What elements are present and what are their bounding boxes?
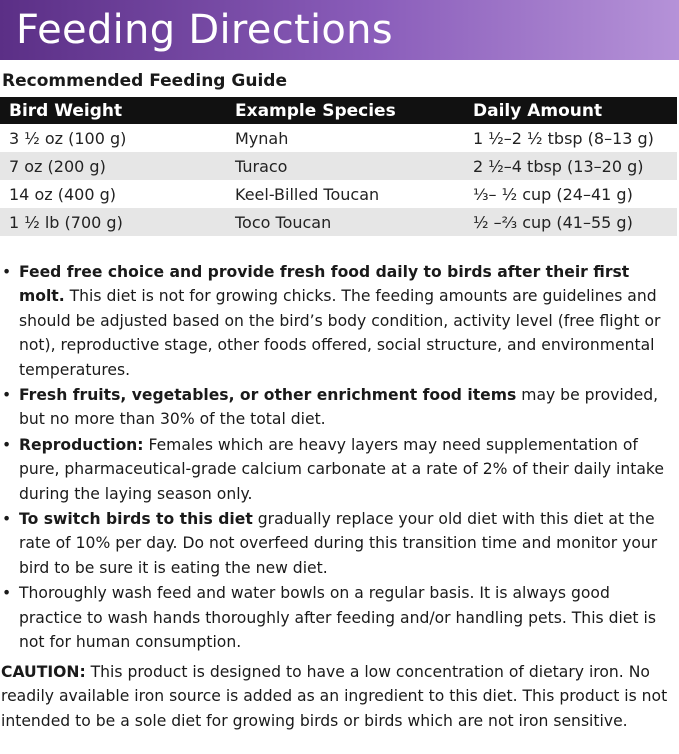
species-cell: Toco Toucan (226, 208, 464, 236)
column-header-example-species: Example Species (226, 97, 464, 124)
daily-amount-cell: ½ –⅔ cup (41–55 g) (464, 208, 677, 236)
bird-weight-cell: 14 oz (400 g) (9, 184, 116, 204)
bird-weight-cell: 7 oz (200 g) (0, 152, 226, 180)
list-item (2, 507, 672, 580)
feeding-directions-list (2, 260, 672, 656)
table-row (0, 180, 677, 208)
direction-emphasis: Reproduction: (19, 435, 144, 454)
column-header-bird-weight: Bird Weight (0, 97, 226, 124)
caution-notice (1, 660, 675, 733)
list-item (2, 260, 672, 382)
caution-label: CAUTION: (1, 663, 86, 681)
bullet-icon: • (2, 263, 12, 281)
direction-text: This diet is not for growing chicks. The feeding amounts are guidelines and should be adjusted based on the bird’s body condition, activity level (free flight or not), reproductive stage, other foods offered, social structure, and environmental temperatures. (19, 287, 661, 379)
bullet-icon: • (2, 435, 12, 454)
direction-emphasis: Feed free choice and provide fresh food daily to birds after their first molt. (19, 263, 630, 306)
direction-text: may be provided, but no more than 30% of the total diet. (19, 386, 659, 429)
direction-emphasis: To switch birds to this diet (19, 510, 253, 529)
table-header-row (0, 97, 677, 124)
direction-text: Thoroughly wash feed and water bowls on a regular basis. It is always good practice to wash hands thoroughly after feeding and/or handling pets. This diet is not for human consumption. (19, 584, 656, 652)
list-item (2, 433, 672, 506)
list-item (2, 581, 672, 654)
species-cell: Keel-Billed Toucan (235, 184, 380, 204)
daily-amount-cell: ⅓– ½ cup (24–41 g) (473, 184, 633, 204)
bird-weight-cell: 1 ½ lb (700 g) (0, 208, 226, 236)
bullet-icon: • (2, 584, 12, 603)
daily-amount-cell: 2 ½–4 tbsp (13–20 g) (464, 152, 677, 180)
table-row (0, 124, 677, 152)
caution-text: This product is designed to have a low concentration of dietary iron. No readily available iron source is added as an ingredient to this diet. This product is not intended to be a sole diet for growing birds or birds which are not iron sensitive. (1, 663, 668, 730)
feeding-guide-table (0, 97, 677, 236)
feeding-guide-heading: Recommended Feeding Guide (2, 71, 287, 91)
direction-text: Females which are heavy layers may need supplementation of pure, pharmaceutical-grade calcium carbonate at a rate of 2% of their daily intake during the laying season only. (19, 435, 664, 503)
table-row (0, 208, 677, 236)
species-cell: Mynah (235, 128, 289, 148)
species-cell: Turaco (226, 152, 464, 180)
direction-text: gradually replace your old diet with this diet at the rate of 10% per day. Do not overfeed during this transition time and monitor your bird to be sure it is eating the new diet. (19, 510, 658, 577)
title-banner (0, 0, 679, 60)
bird-weight-cell: 3 ½ oz (100 g) (9, 128, 127, 148)
daily-amount-cell: 1 ½–2 ½ tbsp (8–13 g) (473, 128, 654, 148)
bullet-icon: • (2, 386, 12, 405)
direction-emphasis: Fresh fruits, vegetables, or other enrichment food items (19, 386, 517, 405)
bullet-icon: • (2, 510, 12, 529)
list-item (2, 383, 672, 432)
page-title: Feeding Directions (16, 7, 393, 53)
table-row (0, 152, 677, 180)
column-header-daily-amount: Daily Amount (464, 97, 677, 124)
